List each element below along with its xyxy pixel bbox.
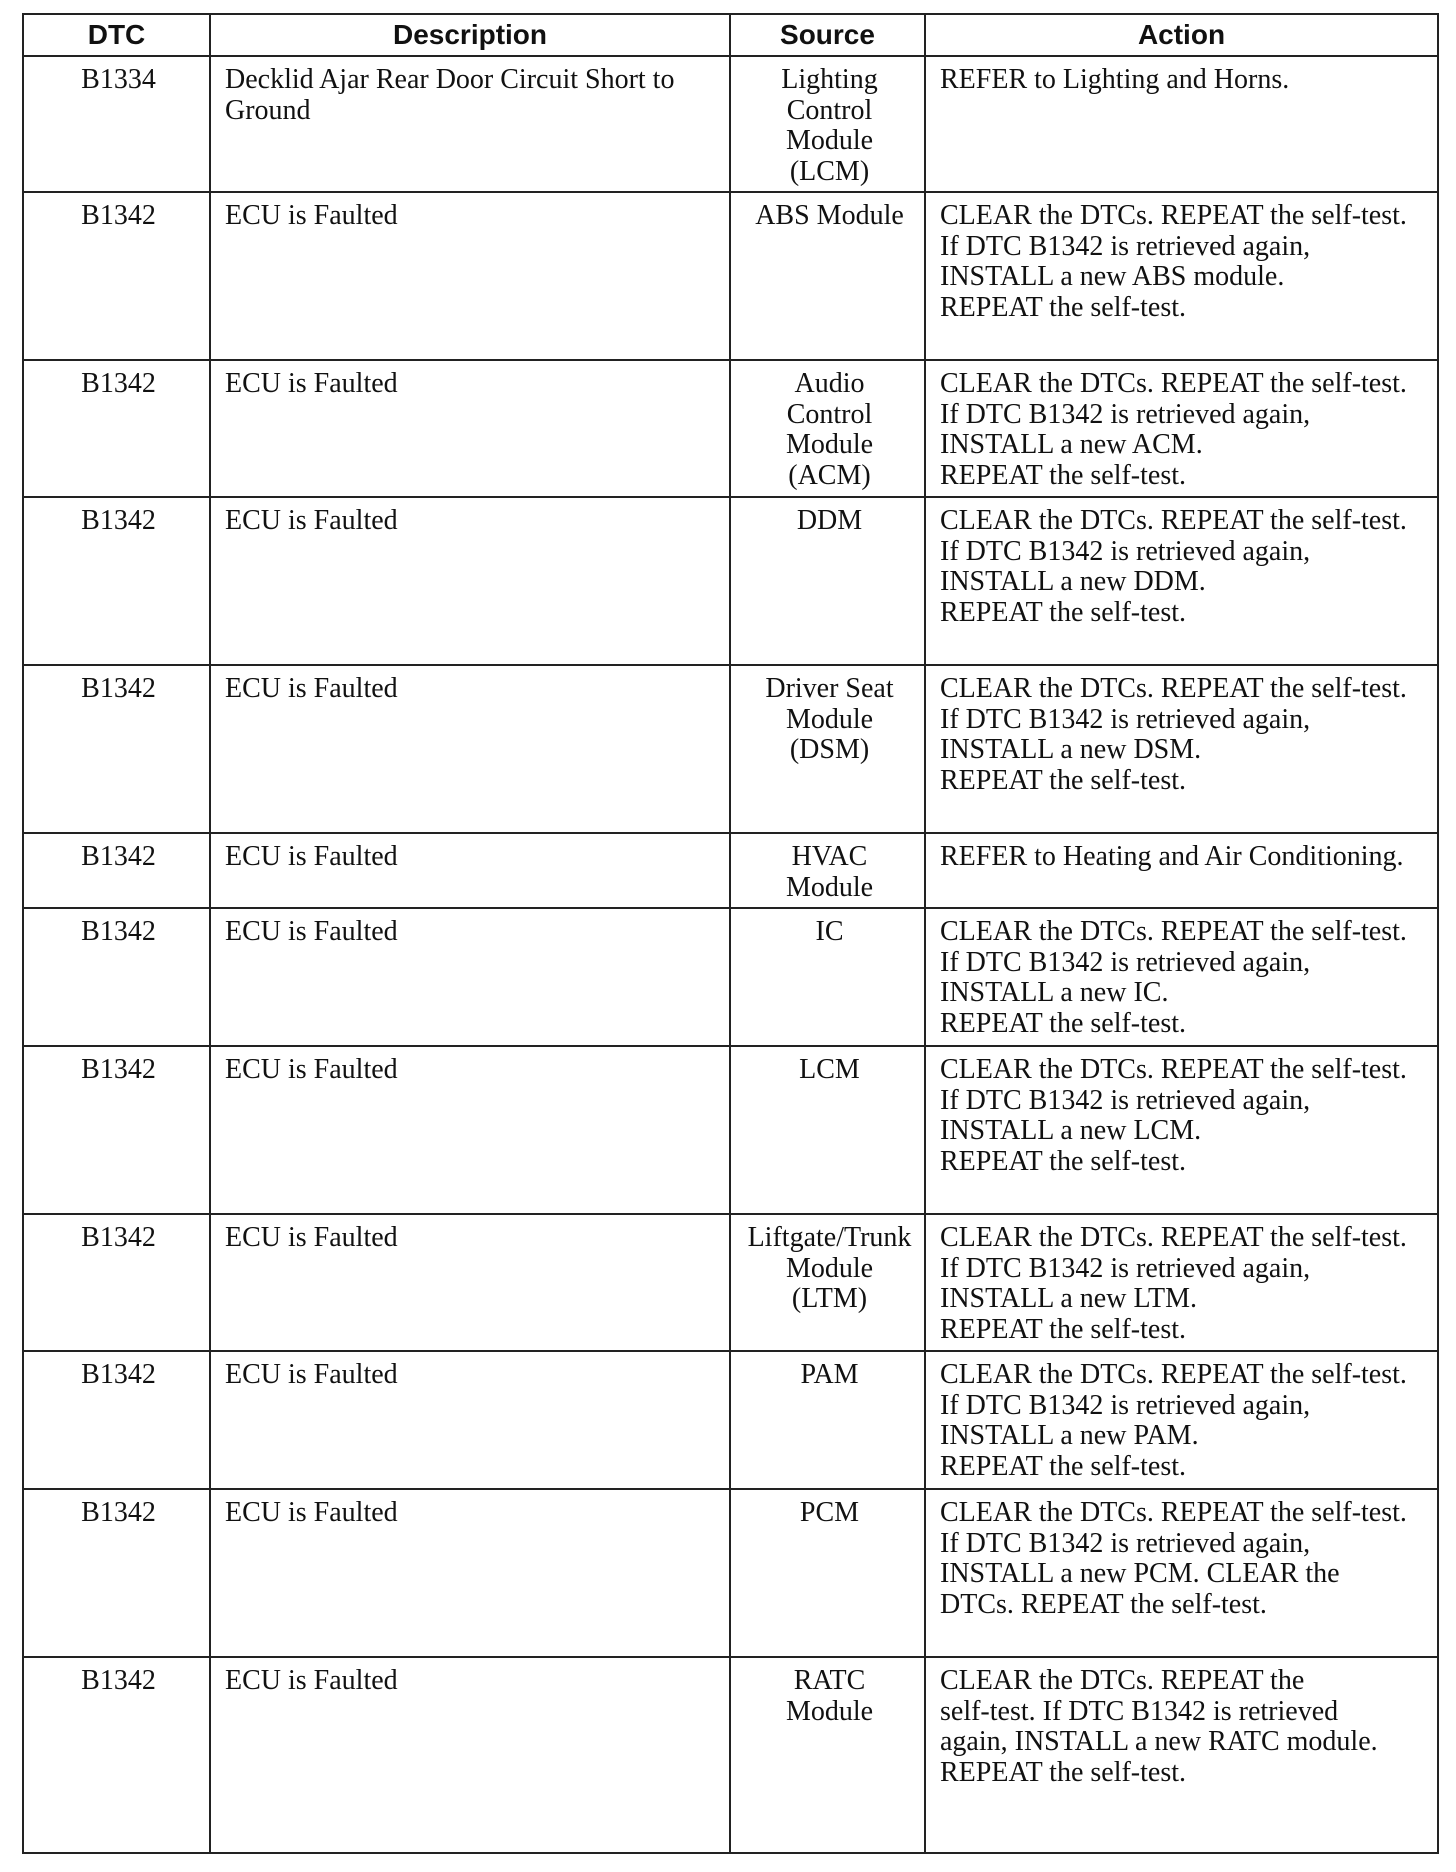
dtc-code: B1342 xyxy=(23,1657,210,1853)
table-row xyxy=(23,908,1438,1046)
table-row xyxy=(23,1657,1438,1853)
dtc-code: B1342 xyxy=(23,1351,210,1489)
dtc-table xyxy=(22,13,1439,1854)
dtc-code: B1342 xyxy=(23,192,210,360)
header-description: Description xyxy=(210,14,730,56)
dtc-source: Audio Control Module (ACM) xyxy=(730,360,925,497)
header-source: Source xyxy=(730,14,925,56)
dtc-source: PCM xyxy=(730,1489,925,1657)
dtc-code: B1342 xyxy=(23,1046,210,1214)
dtc-action: CLEAR the DTCs. REPEAT the self-test. If DTC B1342 is retrieved again, INSTALL a new RATC module. REPEAT the self-test. xyxy=(925,1657,1438,1853)
dtc-source: Lighting Control Module (LCM) xyxy=(730,56,925,192)
table-row xyxy=(23,665,1438,833)
dtc-description: ECU is Faulted xyxy=(210,665,730,833)
dtc-description: ECU is Faulted xyxy=(210,360,730,497)
table-row xyxy=(23,1351,1438,1489)
dtc-source: PAM xyxy=(730,1351,925,1489)
dtc-code: B1342 xyxy=(23,1214,210,1351)
header-action: Action xyxy=(925,14,1438,56)
dtc-description: ECU is Faulted xyxy=(210,908,730,1046)
dtc-description: Decklid Ajar Rear Door Circuit Short to Ground xyxy=(210,56,730,192)
table-row xyxy=(23,1489,1438,1657)
header-dtc: DTC xyxy=(23,14,210,56)
dtc-source: DDM xyxy=(730,497,925,665)
dtc-code: B1342 xyxy=(23,497,210,665)
table-row xyxy=(23,833,1438,908)
dtc-action: CLEAR the DTCs. REPEAT the self-test. If DTC B1342 is retrieved again, INSTALL a new PCM. CLEAR the DTCs. REPEAT the self-test. xyxy=(925,1489,1438,1657)
header-row xyxy=(23,14,1438,56)
dtc-code: B1342 xyxy=(23,1489,210,1657)
dtc-source: RATC Module xyxy=(730,1657,925,1853)
table-row xyxy=(23,1046,1438,1214)
dtc-description: ECU is Faulted xyxy=(210,497,730,665)
dtc-description: ECU is Faulted xyxy=(210,1214,730,1351)
dtc-action: CLEAR the DTCs. REPEAT the self-test. If DTC B1342 is retrieved again, INSTALL a new LCM. REPEAT the self-test. xyxy=(925,1046,1438,1214)
dtc-action: REFER to Heating and Air Conditioning. xyxy=(925,833,1438,908)
table-row xyxy=(23,56,1438,192)
dtc-code: B1342 xyxy=(23,908,210,1046)
table-row xyxy=(23,360,1438,497)
dtc-source: HVAC Module xyxy=(730,833,925,908)
dtc-description: ECU is Faulted xyxy=(210,833,730,908)
dtc-source: Driver Seat Module (DSM) xyxy=(730,665,925,833)
dtc-action: CLEAR the DTCs. REPEAT the self-test. If DTC B1342 is retrieved again, INSTALL a new ACM. REPEAT the self-test. xyxy=(925,360,1438,497)
dtc-source: Liftgate/Trunk Module (LTM) xyxy=(730,1214,925,1351)
dtc-code: B1342 xyxy=(23,665,210,833)
dtc-description: ECU is Faulted xyxy=(210,192,730,360)
dtc-source: ABS Module xyxy=(730,192,925,360)
dtc-action: CLEAR the DTCs. REPEAT the self-test. If DTC B1342 is retrieved again, INSTALL a new IC. REPEAT the self-test. xyxy=(925,908,1438,1046)
dtc-code: B1334 xyxy=(23,56,210,192)
dtc-action: CLEAR the DTCs. REPEAT the self-test. If DTC B1342 is retrieved again, INSTALL a new DDM. REPEAT the self-test. xyxy=(925,497,1438,665)
dtc-code: B1342 xyxy=(23,360,210,497)
dtc-source: LCM xyxy=(730,1046,925,1214)
dtc-description: ECU is Faulted xyxy=(210,1046,730,1214)
dtc-action: CLEAR the DTCs. REPEAT the self-test. If DTC B1342 is retrieved again, INSTALL a new ABS module. REPEAT the self-test. xyxy=(925,192,1438,360)
table-row xyxy=(23,192,1438,360)
dtc-description: ECU is Faulted xyxy=(210,1657,730,1853)
dtc-code: B1342 xyxy=(23,833,210,908)
dtc-action: REFER to Lighting and Horns. xyxy=(925,56,1438,192)
dtc-action: CLEAR the DTCs. REPEAT the self-test. If DTC B1342 is retrieved again, INSTALL a new DSM. REPEAT the self-test. xyxy=(925,665,1438,833)
dtc-action: CLEAR the DTCs. REPEAT the self-test. If DTC B1342 is retrieved again, INSTALL a new LTM. REPEAT the self-test. xyxy=(925,1214,1438,1351)
dtc-document xyxy=(22,13,1437,1854)
dtc-description: ECU is Faulted xyxy=(210,1489,730,1657)
dtc-description: ECU is Faulted xyxy=(210,1351,730,1489)
table-row xyxy=(23,497,1438,665)
dtc-source: IC xyxy=(730,908,925,1046)
table-row xyxy=(23,1214,1438,1351)
dtc-action: CLEAR the DTCs. REPEAT the self-test. If DTC B1342 is retrieved again, INSTALL a new PAM. REPEAT the self-test. xyxy=(925,1351,1438,1489)
